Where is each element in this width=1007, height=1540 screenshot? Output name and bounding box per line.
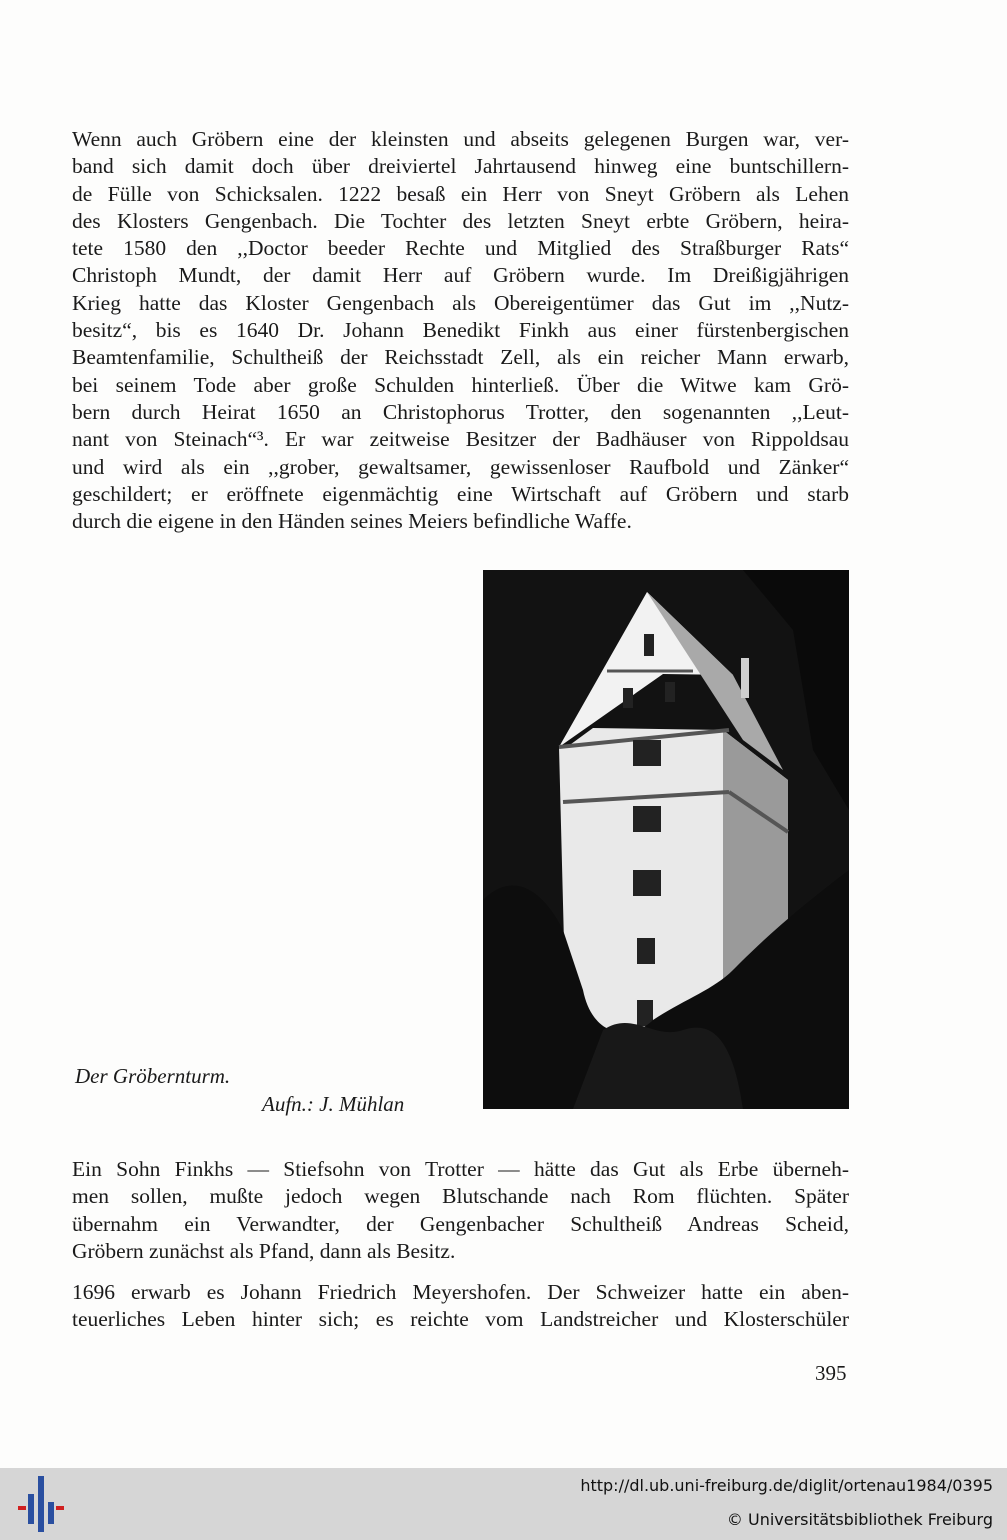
- paragraph-meyershofen: [72, 1279, 849, 1334]
- text-line: band sich damit doch über dreiviertel Jahrtausend hinweg eine buntschillern-: [72, 154, 849, 179]
- photo-credit: Aufn.: J. Mühlan: [262, 1092, 405, 1116]
- text-line: bei seinem Tode aber große Schulden hinterließ. Über die Witwe kam Grö-: [72, 372, 849, 397]
- figure-caption: Der Gröbernturm.: [75, 1064, 231, 1088]
- tower-illustration: [483, 570, 849, 1109]
- text-line: 1696 erwarb es Johann Friedrich Meyershofen. Der Schweizer hatte ein aben-: [72, 1280, 849, 1304]
- library-logo-icon: [18, 1476, 66, 1532]
- text-line: geschildert; er eröffnete eigenmächtig eine Wirtschaft auf Gröbern und starb: [72, 481, 849, 506]
- text-line: nant von Steinach“³. Er war zeitweise Besitzer der Badhäuser von Rippoldsau: [72, 427, 849, 452]
- tower-photograph: [483, 570, 849, 1109]
- text-line: des Klosters Gengenbach. Die Tochter des letzten Sneyt erbte Gröbern, heira-: [72, 208, 849, 233]
- text-line: und wird als ein ,,grober, gewaltsamer, gewissenloser Raufbold und Zänker“: [72, 454, 849, 479]
- page-number: 395: [815, 1361, 847, 1385]
- text-line: men sollen, mußte jedoch wegen Blutschande nach Rom flüchten. Später: [72, 1184, 849, 1209]
- text-line: bern durch Heirat 1650 an Christophorus Trotter, den sogenannten ,,Leut-: [72, 399, 849, 424]
- text-line: teuerliches Leben hinter sich; es reichte vom Landstreicher und Klosterschüler: [72, 1307, 849, 1332]
- text-line: Wenn auch Gröbern eine der kleinsten und abseits gelegenen Burgen war, ver-: [72, 127, 849, 151]
- text-line: besitz“, bis es 1640 Dr. Johann Benedikt Finkh aus einer fürstenbergischen: [72, 318, 849, 343]
- text-line: Christoph Mundt, der damit Herr auf Gröbern wurde. Im Dreißigjährigen: [72, 263, 849, 288]
- text-line: Krieg hatte das Kloster Gengenbach als Obereigentümer das Gut im ,,Nutz-: [72, 290, 849, 315]
- text-line: durch die eigene in den Händen seines Meiers befindliche Waffe.: [72, 509, 632, 534]
- paragraph-succession: [72, 1156, 849, 1265]
- text-line: übernahm ein Verwandter, der Gengenbacher Schultheiß Andreas Scheid,: [72, 1211, 849, 1236]
- copyright-text: © Universitätsbibliothek Freiburg: [726, 1510, 993, 1529]
- text-line: Ein Sohn Finkhs — Stiefsohn von Trotter — hätte das Gut als Erbe überneh-: [72, 1157, 849, 1181]
- text-line: Beamtenfamilie, Schultheiß der Reichsstadt Zell, als ein reicher Mann erwarb,: [72, 345, 849, 370]
- paragraph-history: [72, 126, 849, 535]
- source-url-link[interactable]: http://dl.ub.uni-freiburg.de/diglit/ortenau1984/0395: [580, 1476, 993, 1495]
- text-line: tete 1580 den ,,Doctor beeder Rechte und Mitglied des Straßburger Rats“: [72, 236, 849, 261]
- text-line: de Fülle von Schicksalen. 1222 besaß ein Herr von Sneyt Gröbern als Lehen: [72, 181, 849, 206]
- text-line: Gröbern zunächst als Pfand, dann als Besitz.: [72, 1238, 456, 1263]
- library-footer-bar: [0, 1468, 1007, 1540]
